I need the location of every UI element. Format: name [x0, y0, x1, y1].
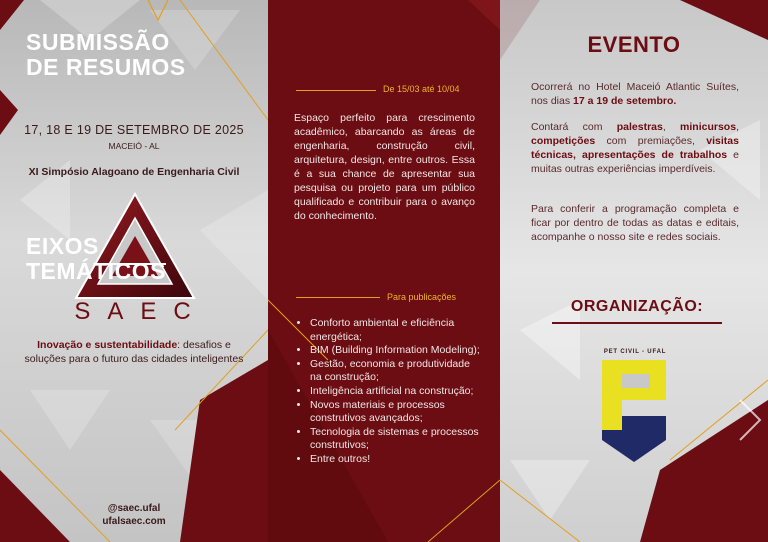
- organization-title: ORGANIZAÇÃO:: [570, 298, 704, 315]
- activities-bold-1: palestras: [616, 121, 663, 133]
- event-name: XI Simpósio Alagoano de Engenharia Civil: [28, 166, 240, 178]
- list-item: • Entre outros!: [310, 453, 480, 467]
- submission-divider: [296, 90, 376, 91]
- pet-label: PET CIVIL - UFAL: [603, 349, 667, 355]
- event-dates: 17, 18 E 19 DE SETEMBRO DE 2025: [24, 123, 244, 137]
- submission-body: Espaço perfeito para crescimento acadêmico, abarcando as áreas de engenharia, construção civil, arquitetura, design, entre outros. Essa é a sua chance de apresentar sua pesquisa ou projeto para um público qualificado e contribuir para o avanço do conhecimento.: [294, 112, 475, 222]
- activities-bold-3: competições: [531, 135, 596, 147]
- organization-divider: [552, 322, 722, 324]
- event-tagline: [22, 338, 246, 366]
- location-dates: 17 a 19 de setembro.: [573, 95, 677, 107]
- event-city: MACEIÓ - AL: [108, 141, 160, 151]
- list-item: • Tecnologia de sistemas e processos construtivos;: [310, 426, 480, 453]
- activities-text-d: ,: [736, 121, 739, 133]
- tagline-rest: : desafios e soluções para o futuro das cidades inteligentes: [24, 339, 244, 365]
- themes-title-line1: EIXOS: [26, 233, 99, 259]
- themes-title-line2: TEMÁTICOS: [26, 258, 166, 284]
- themes-title: [26, 234, 226, 284]
- pet-civil-logo-icon: [600, 360, 668, 464]
- location-text: Ocorrerá no Hotel Maceió Atlantic Suítes, nos dias: [531, 81, 739, 107]
- event-activities-text: [531, 120, 739, 176]
- activities-text-a: Contará com: [531, 121, 617, 133]
- list-item: • Gestão, economia e produtividade na construção;: [310, 358, 480, 385]
- themes-subtitle: Para publicações: [387, 292, 457, 302]
- list-item: • BIM (Building Information Modeling);: [310, 344, 480, 358]
- logo-text: SAEC: [74, 298, 208, 325]
- activities-text-f: e muitas outras experiências imperdíveis.: [531, 149, 740, 175]
- list-item: • Inteligência artificial na construção;: [310, 385, 480, 399]
- event-section-title: EVENTO: [587, 32, 681, 57]
- website-link[interactable]: ufalsaec.com: [102, 516, 166, 527]
- event-schedule-text: Para conferir a programação completa e ficar por dentro de todas as datas e editais, acompanhe o nosso site e redes sociais.: [531, 203, 739, 243]
- activities-bold-2: minicursos: [680, 121, 737, 133]
- themes-list: [294, 317, 480, 467]
- instagram-handle[interactable]: @saec.ufal: [107, 503, 161, 514]
- submission-dates: De 15/03 até 10/04: [383, 84, 460, 94]
- themes-divider: [296, 297, 380, 298]
- tagline-bold: Inovação e sustentabilidade: [37, 339, 178, 351]
- list-item: • Novos materiais e processos construtivos avançados;: [310, 399, 480, 426]
- activities-text-e: com premiações,: [595, 135, 707, 147]
- submission-title: [26, 30, 226, 80]
- list-item: • Conforto ambiental e eficiência energética;: [310, 317, 480, 344]
- submission-title-line2: DE RESUMOS: [26, 54, 186, 80]
- event-location-text: [531, 80, 739, 108]
- activities-bold-4: visitas técnicas, apresentações de trabalhos: [531, 135, 739, 161]
- activities-text-c: ,: [662, 121, 681, 133]
- submission-title-line1: SUBMISSÃO: [26, 29, 170, 55]
